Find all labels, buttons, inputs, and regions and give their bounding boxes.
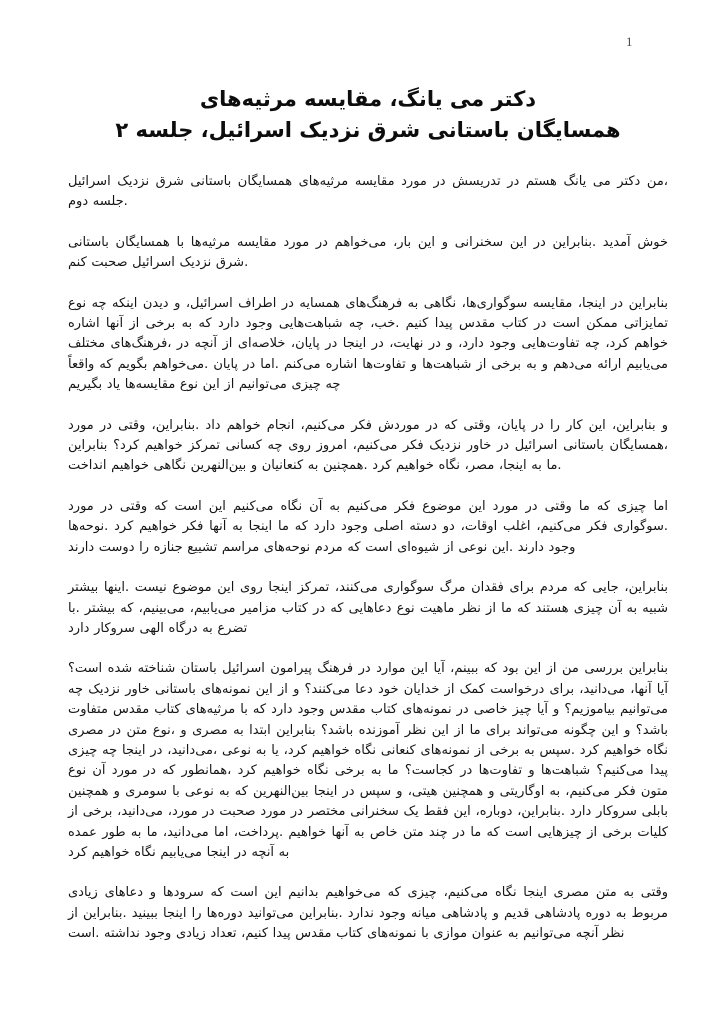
paragraph-5: اما چیزی که ما وقتی در مورد این موضوع فکر می‌کنیم به آن نگاه می‌کنیم این است که وقتی در مورد .سوگواری فکر می‌کنیم، اغلب اوقات، دو دسته اصلی وجود دارد که ما اینجا به آنها فکر خواهیم کرد .نوحه‌ها وجود دارند .این نوعی از شیوه‌ای است که مردم نوحه‌های مراسم تشییع جنازه را دوست دارند (68, 498, 668, 555)
paragraph-6: بنابراین، جایی که مردم برای فقدان مرگ سوگواری می‌کنند، تمرکز اینجا روی این موضوع نیست .اینها بیشتر شبیه به آن چیزی هستند که ما از نظر ماهیت نوع دعاهایی که در کتاب مزامیر می‌یابیم، می‌بینیم، که بیشتر .با تضرع به درگاه الهی سروکار دارد (68, 580, 668, 636)
document-body (68, 172, 668, 945)
paragraph-3: بنابراین در اینجا، مقایسه سوگواری‌ها، نگاهی به فرهنگ‌های همسایه در اطراف اسرائیل، و دیدن اینکه چه نوع تمایزاتی ممکن است در کتاب مقدس پیدا کنیم .خب، چه شباهت‌هایی وجود دارد که به برخی از آنها اشاره خواهم کرد، چه تفاوت‌هایی وجود دارد، و در نهایت، در اینجا در پایان، خلاصه‌ای از آنچه در ،فرهنگ‌های مختلف می‌یابیم ارائه می‌دهم و به برخی از شباهت‌ها و تفاوت‌ها اشاره می‌کنم .اما در پایان .می‌خواهم بگویم که واقعاً چه چیزی می‌توانیم از این نوع مقایسه‌ها یاد بگیریم (68, 295, 668, 393)
paragraph-2: خوش آمدید .بنابراین در این سخنرانی و این بار، می‌خواهم در مورد مقایسه مرثیه‌ها با همسایگان باستانی .شرق نزدیک اسرائیل صحبت کنم (68, 234, 668, 271)
title-line-1: دکتر می یانگ، مقایسه مرثیه‌های (199, 87, 537, 111)
paragraph-1: ،من دکتر می یانگ هستم در تدریسش در مورد مقایسه مرثیه‌های همسایگان باستانی شرق نزدیک اسرائیل .جلسه دوم (68, 174, 668, 210)
paragraph-4: و بنابراین، این کار را در پایان، وقتی که در موردش فکر می‌کنیم، انجام خواهم داد .بنابراین، وقتی در مورد ،همسایگان باستانی اسرائیل در خاور نزدیک فکر می‌کنیم، امروز روی چه کسانی تمرکز خواهیم کرد؟ بنابراین .ما به اینجا، مصر، نگاه خواهیم کرد .همچنین به کنعانیان و بین‌النهرین نگاهی خواهیم انداخت (68, 417, 668, 474)
paragraph-8: وقتی به متن مصری اینجا نگاه می‌کنیم، چیزی که می‌خواهیم بدانیم این است که سرودها و دعاهای زیادی مربوط به دوره پادشاهی قدیم و پادشاهی میانه وجود ندارد .بنابراین می‌توانید دوره‌ها را اینجا ببینید .بنابراین از نظر آنچه می‌توانیم به عنوان موازی با نمونه‌های کتاب مقدس پیدا کنیم، تعداد زیادی وجود نداشته .است (68, 885, 668, 942)
title-line-2: همسایگان باستانی شرق نزدیک اسرائیل، جلسه ۲ (115, 118, 621, 142)
document-title (68, 84, 668, 146)
paragraph-7: بنابراین بررسی من از این بود که ببینم، آیا این موارد در فرهنگ پیرامون اسرائیل باستان شناخته شده است؟ آیا آنها، می‌دانید، برای درخواست کمک از خدایان خود دعا می‌کنند؟ و از این نمونه‌های باستانی خاور نزدیک چه می‌توانیم بیاموزیم؟ و آیا چیز خاصی در نمونه‌های کتاب مقدس وجود دارد که با مرثیه‌های کتاب مقدس متفاوت باشد؟ و این چگونه می‌تواند برای ما از این نظر آموزنده باشد؟ بنابراین ابتدا به مصری و ،نوع متن در مصری نگاه خواهیم کرد .سپس به برخی از نمونه‌های کنعانی نگاه خواهیم کرد، یا به نوعی ،می‌دانید، در اینجا چه چیزی پیدا می‌کنیم؟ شباهت‌ها و تفاوت‌ها در کجاست؟ ما به برخی نگاه خواهیم کرد ،همانطور که در مورد آن نوع متون فکر می‌کنیم، به اوگاریتی و همچنین هیتی، و سپس در اینجا بین‌النهرین که به نوعی با سومری و همچنین بابلی سروکار دارد .بنابراین، دوباره، این فقط یک سخنرانی مختصر در مورد صحبت در مورد، می‌دانید، برخی از کلیات برخی از چیزهایی است که ما در چند متن خاص به آنها خواهیم .پرداخت، اما می‌دانید، ما به طور عمده به آنچه در اینجا می‌یابیم نگاه خواهیم کرد (68, 661, 668, 860)
page-number: 1 (626, 34, 633, 49)
